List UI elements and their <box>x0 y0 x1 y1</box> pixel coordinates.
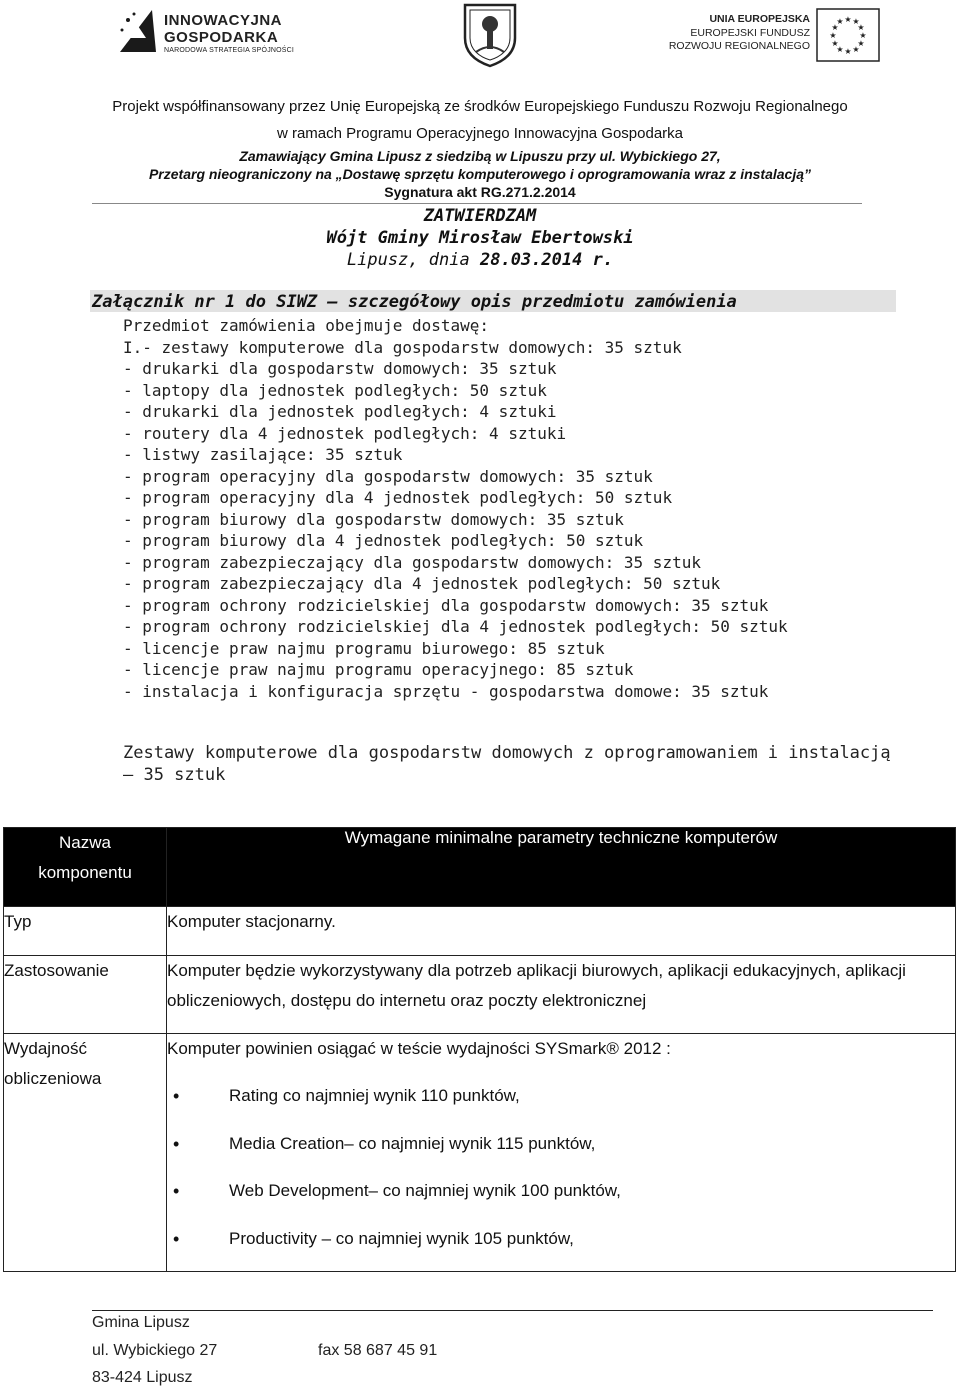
approval-heading: ZATWIERDZAM <box>423 206 537 226</box>
list-item: I.- zestawy komputerowe dla gospodarstw domowych: 35 sztuk <box>123 337 682 357</box>
list-item: - licencje praw najmu programu operacyjnego: 85 sztuk <box>123 660 634 679</box>
approval-date: 28.03.2014 r. <box>480 250 614 270</box>
eu-logo <box>668 8 880 64</box>
approval-signatory: Wójt Gminy Mirosław Ebertowski <box>326 228 634 248</box>
svg-text:★: ★ <box>857 23 865 32</box>
svg-text:★: ★ <box>836 17 844 26</box>
ig-logo-line1: INNOWACYJNA <box>164 12 283 29</box>
footer-postal: 83-424 Lipusz <box>92 1369 193 1386</box>
header-divider <box>92 203 862 204</box>
approval-place: Lipusz, dnia <box>346 250 470 270</box>
innowacyjna-gospodarka-logo <box>116 6 316 54</box>
svg-text:★: ★ <box>829 31 837 40</box>
technical-requirements-table <box>3 827 956 1272</box>
computer-sets-summary: Zestawy komputerowe dla gospodarstw domowych z oprogramowaniem i instalacją – 35 sztuk <box>123 743 891 785</box>
svg-text:★: ★ <box>831 39 839 48</box>
ig-logo-line3: NARODOWA STRATEGIA SPÓJNOŚCI <box>164 47 295 54</box>
performance-intro: Komputer powinien osiągać w teście wydajności SYSmark® 2012 : <box>167 1039 671 1058</box>
list-item: - program zabezpieczający dla gospodarstw domowych: 35 sztuk <box>123 552 701 572</box>
header-component-name <box>4 828 167 907</box>
eu-flag-icon <box>816 8 880 62</box>
list-item: - program zabezpieczający dla 4 jednostek podległych: 50 sztuk <box>123 574 721 593</box>
table-row <box>4 907 956 956</box>
footer-municipality: Gmina Lipusz <box>92 1314 190 1331</box>
list-item: - program ochrony rodzicielskiej dla gospodarstw domowych: 35 sztuk <box>123 595 769 615</box>
eu-logo-line2: EUROPEJSKI FUNDUSZ <box>690 27 810 39</box>
ig-logo-line2: GOSPODARKA <box>164 29 279 46</box>
list-item: Przedmiot zamówienia obejmuje dostawę: <box>123 316 490 335</box>
row-label-performance-line2: obliczeniowa <box>4 1069 102 1088</box>
benchmark-item: • Rating co najmniej wynik 110 punktów, <box>167 1081 955 1129</box>
eu-logo-line3: ROZWOJU REGIONALNEGO <box>668 40 810 52</box>
footer-fax: fax 58 687 45 91 <box>318 1342 438 1359</box>
list-item: - laptopy dla jednostek podległych: 50 sztuk <box>123 380 547 400</box>
ig-triangle-icon <box>116 8 160 54</box>
row-label-performance-line1: Wydajność <box>4 1039 87 1058</box>
table-row <box>4 1034 956 1272</box>
project-cofinancing-line: Projekt współfinansowany przez Unię Europejską ze środków Europejskiego Funduszu Rozwoju Regionalnego <box>112 98 848 115</box>
program-line: w ramach Programu Operacyjnego Innowacyjna Gospodarka <box>276 125 684 142</box>
case-reference-line: Sygnatura akt RG.271.2.2014 <box>384 184 576 200</box>
footer-divider <box>92 1310 933 1311</box>
benchmark-item: • Media Creation– co najmniej wynik 115 punktów, <box>167 1129 955 1177</box>
ordering-party-line: Zamawiający Gmina Lipusz z siedzibą w Lipuszu przy ul. Wybickiego 27, <box>239 148 721 164</box>
benchmark-item: • Web Development– co najmniej wynik 100 punktów, <box>167 1176 955 1224</box>
list-item: - drukarki dla gospodarstw domowych: 35 sztuk <box>123 359 557 378</box>
list-item: - drukarki dla jednostek podległych: 4 sztuki <box>123 402 557 421</box>
list-item: - program ochrony rodzicielskiej dla 4 jednostek podległych: 50 sztuk <box>123 617 788 636</box>
list-item: - program operacyjny dla 4 jednostek podległych: 50 sztuk <box>123 488 673 507</box>
approval-date-line <box>0 250 960 270</box>
row-label-performance <box>4 1034 167 1272</box>
row-value-usage: Komputer będzie wykorzystywany dla potrzeb aplikacji biurowych, aplikacji edukacyjnych, aplikacji obliczeniowych, dostępu do internetu oraz poczty elektronicznej <box>167 956 956 1034</box>
list-item: - listwy zasilające: 35 sztuk <box>123 445 403 464</box>
svg-text:★: ★ <box>859 31 867 40</box>
list-item: - licencje praw najmu programu biurowego: 85 sztuk <box>123 638 605 658</box>
row-value-performance <box>167 1034 956 1272</box>
svg-text:★: ★ <box>857 39 865 48</box>
list-item: - routery dla 4 jednostek podległych: 4 sztuki <box>123 423 567 443</box>
attachment-title: Załącznik nr 1 do SIWZ – szczegółowy opis przedmiotu zamówienia <box>92 292 737 312</box>
svg-text:★: ★ <box>831 23 839 32</box>
benchmark-item: • Productivity – co najmniej wynik 105 punktów, <box>167 1224 955 1272</box>
row-value-type: Komputer stacjonarny. <box>167 907 956 956</box>
header-component-name-line2: komponentu <box>38 863 132 882</box>
header-component-name-line1: Nazwa <box>59 833 111 852</box>
tender-title-line: Przetarg nieograniczony na „Dostawę sprzętu komputerowego i oprogramowania wraz z instalacją” <box>148 166 812 182</box>
list-item: - program operacyjny dla gospodarstw domowych: 35 sztuk <box>123 466 653 486</box>
svg-text:★: ★ <box>836 45 844 54</box>
svg-text:★: ★ <box>852 17 860 26</box>
table-header-row <box>4 828 956 907</box>
table-row <box>4 956 956 1034</box>
list-item: - program biurowy dla gospodarstw domowych: 35 sztuk <box>123 509 624 529</box>
row-label-type: Typ <box>4 907 167 956</box>
order-items-list <box>123 315 788 702</box>
svg-text:★: ★ <box>844 15 852 24</box>
gmina-crest-icon <box>462 2 518 68</box>
eu-logo-line1: UNIA EUROPEJSKA <box>709 13 810 25</box>
header-requirements: Wymagane minimalne parametry techniczne komputerów <box>167 828 956 907</box>
svg-text:★: ★ <box>852 45 860 54</box>
list-item: - program biurowy dla 4 jednostek podległych: 50 sztuk <box>123 531 644 550</box>
row-label-usage: Zastosowanie <box>4 956 167 1034</box>
footer-street: ul. Wybickiego 27 <box>92 1342 218 1359</box>
svg-text:★: ★ <box>844 47 852 56</box>
list-item: - instalacja i konfiguracja sprzętu - gospodarstwa domowe: 35 sztuk <box>123 681 769 701</box>
benchmark-list <box>167 1081 955 1271</box>
